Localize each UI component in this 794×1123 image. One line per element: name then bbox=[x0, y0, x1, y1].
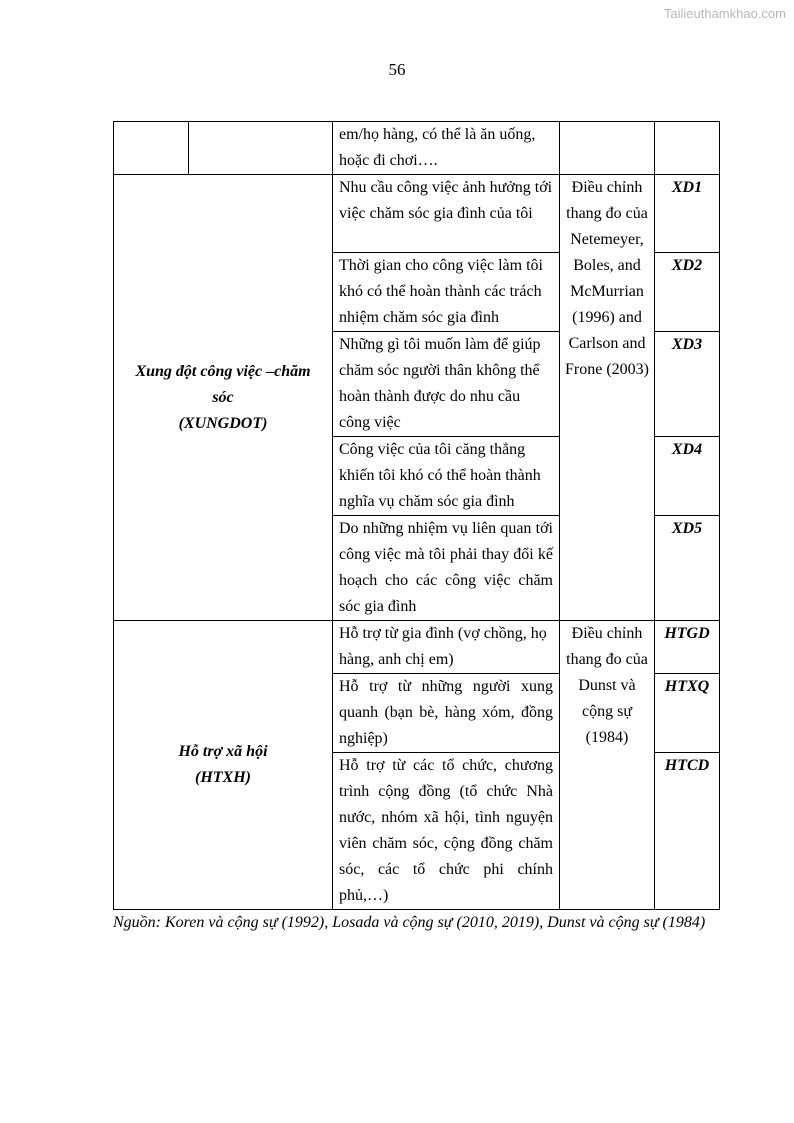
item-text: Công việc của tôi căng thẳng khiến tôi khó có thể hoàn thành nghĩa vụ chăm sóc gia đình bbox=[333, 437, 560, 516]
source-cell: Điều chỉnh thang đo của Netemeyer, Boles, and McMurrian (1996) and Carlson and Frone (2003) bbox=[560, 175, 655, 621]
scale-table bbox=[113, 121, 720, 910]
item-text: Hỗ trợ từ gia đình (vợ chồng, họ hàng, anh chị em) bbox=[333, 621, 560, 674]
item-code: HTCD bbox=[655, 753, 720, 910]
item-code: XD2 bbox=[655, 253, 720, 332]
category-code: (HTXH) bbox=[195, 769, 251, 786]
category-name: Hỗ trợ xã hội bbox=[178, 743, 268, 760]
item-code: XD5 bbox=[655, 516, 720, 621]
empty-cell bbox=[560, 122, 655, 175]
item-text: Nhu cầu công việc ảnh hưởng tới việc chăm sóc gia đình của tôi bbox=[333, 175, 560, 253]
item-text: Hỗ trợ từ những người xung quanh (bạn bè, hàng xóm, đồng nghiệp) bbox=[333, 674, 560, 753]
watermark: Tailieuthamkhao.com bbox=[663, 6, 786, 21]
item-text: Do những nhiệm vụ liên quan tới công việc mà tôi phải thay đổi kế hoạch cho các công việc chăm sóc gia đình bbox=[333, 516, 560, 621]
table-row bbox=[114, 621, 720, 674]
table-row bbox=[114, 175, 720, 253]
item-text: Thời gian cho công việc làm tôi khó có thể hoàn thành các trách nhiệm chăm sóc gia đình bbox=[333, 253, 560, 332]
table-row bbox=[114, 122, 720, 175]
item-code: XD4 bbox=[655, 437, 720, 516]
item-text: Những gì tôi muốn làm để giúp chăm sóc người thân không thể hoàn thành được do nhu cầu công việc bbox=[333, 332, 560, 437]
empty-cell bbox=[189, 122, 333, 175]
empty-cell bbox=[114, 122, 189, 175]
item-code: HTXQ bbox=[655, 674, 720, 753]
page-number: 56 bbox=[388, 60, 406, 79]
empty-cell bbox=[655, 122, 720, 175]
category-code: (XUNGDOT) bbox=[178, 414, 268, 432]
category-name: Xung đột công việc –chăm sóc bbox=[135, 362, 311, 406]
item-code: XD1 bbox=[655, 175, 720, 253]
item-code: HTGD bbox=[655, 621, 720, 674]
source-cell: Điều chỉnh thang đo của Dunst và cộng sự (1984) bbox=[560, 621, 655, 910]
category-cell bbox=[114, 175, 333, 621]
item-code: XD3 bbox=[655, 332, 720, 437]
source-footnote: Nguồn: Koren và cộng sự (1992), Losada và cộng sự (2010, 2019), Dunst và cộng sự (1984) bbox=[113, 914, 706, 931]
item-text: Hỗ trợ từ các tổ chức, chương trình cộng đồng (tổ chức Nhà nước, nhóm xã hội, tình nguyện viên chăm sóc, cộng đồng chăm sóc, các tổ chức phi chính phủ,…) bbox=[333, 753, 560, 910]
item-text: em/họ hàng, có thể là ăn uống, hoặc đi chơi…. bbox=[333, 122, 560, 175]
category-cell bbox=[114, 621, 333, 910]
